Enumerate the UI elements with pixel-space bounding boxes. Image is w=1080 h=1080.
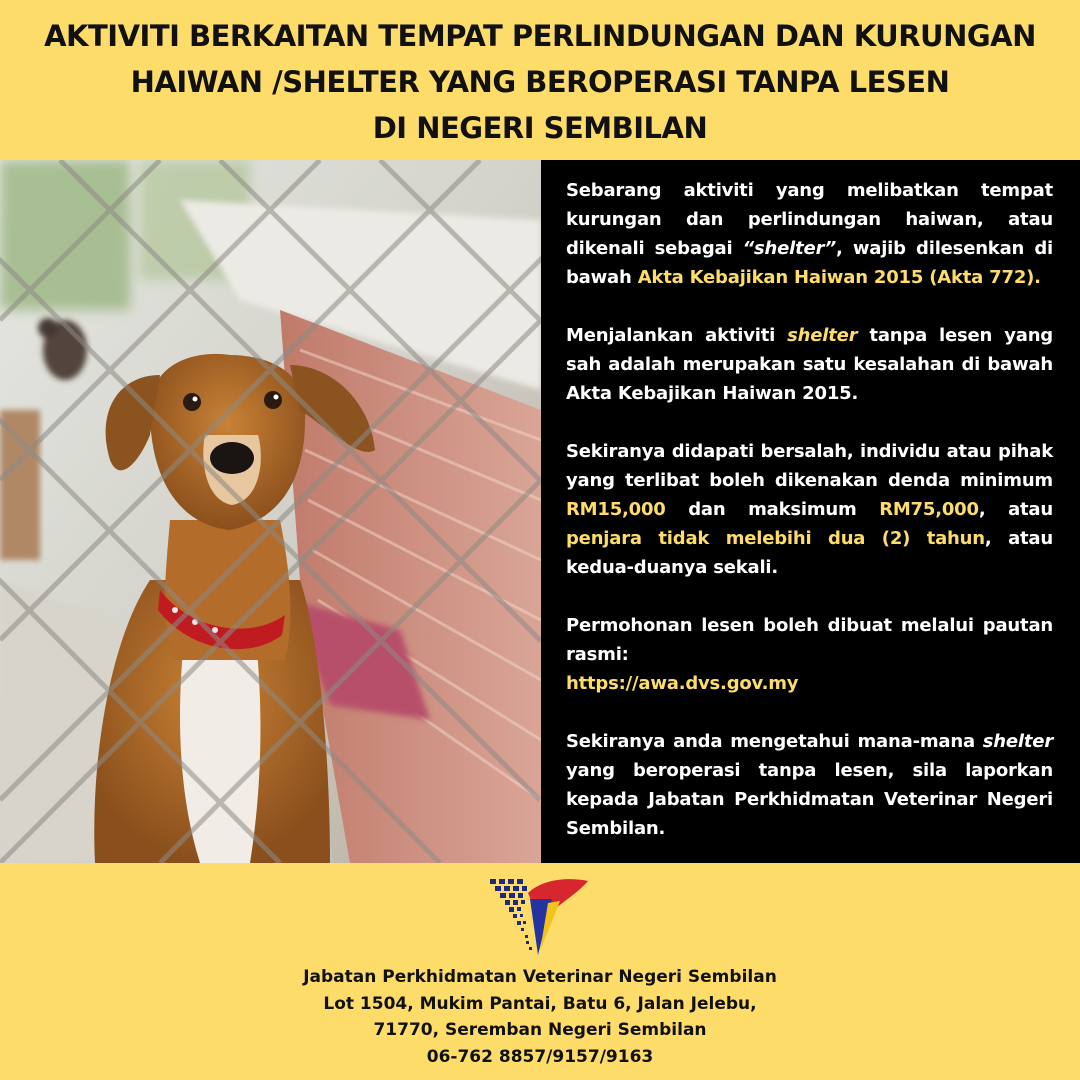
p3-jail-term: penjara tidak melebihi dua (2) tahun	[566, 528, 985, 549]
p3-text-c: , atau	[978, 499, 1053, 520]
p1-shelter-term: shelter	[754, 238, 825, 259]
footer-address-line-1: Lot 1504, Mukim Pantai, Batu 6, Jalan Jelebu,	[323, 993, 757, 1014]
logo-dot-pattern	[490, 879, 532, 950]
p1-text-a: Sebarang aktiviti yang melibatkan tempat kurungan dan perlindungan haiwan, atau dikenali sebagai	[566, 180, 1053, 259]
footer-department: Jabatan Perkhidmatan Veterinar Negeri Sembilan	[303, 967, 777, 987]
paragraph-offence	[566, 321, 1053, 408]
p3-text-b: dan maksimum	[665, 499, 880, 520]
paragraph-penalty	[566, 437, 1053, 582]
p3-text-a: Sekiranya didapati bersalah, individu atau pihak yang terlibat boleh dikenakan denda minimum	[566, 441, 1053, 491]
p5-text-a: Sekiranya anda mengetahui mana-mana	[566, 731, 983, 752]
title-line-3: DI NEGERI SEMBILAN	[372, 111, 708, 145]
p3-max-fine: RM75,000	[879, 499, 979, 520]
p1-quote-close: ”	[824, 238, 836, 259]
p1-text-b: , wajib dilesenkan di bawah	[566, 238, 1054, 288]
footer-address-line-2: 71770, Seremban Negeri Sembilan	[373, 1020, 707, 1040]
p1-quote-open: “	[742, 238, 755, 259]
info-text-panel	[541, 160, 1080, 863]
title-line-1: AKTIVITI BERKAITAN TEMPAT PERLINDUNGAN DAN KURUNGAN	[44, 19, 1036, 53]
dog-behind-fence-photo	[0, 160, 541, 863]
page-footer	[0, 863, 1080, 1080]
footer-address	[0, 964, 1080, 1070]
p5-shelter-term: shelter	[982, 731, 1053, 752]
p2-text-b: tanpa lesen yang sah adalah merupakan satu kesalahan di bawah Akta Kebajikan Haiwan 2015.	[566, 325, 1053, 404]
footer-phone[interactable]: 06-762 8857/9157/9163	[426, 1046, 654, 1067]
p3-text-d: , atau kedua-duanya sekali.	[566, 528, 1053, 578]
p2-shelter-term: shelter	[787, 325, 858, 346]
dog-photo-illustration	[0, 160, 541, 863]
p4-text-a: Permohonan lesen boleh dibuat melalui pautan rasmi:	[566, 615, 1053, 665]
p3-min-fine: RM15,000	[566, 499, 666, 520]
p2-text-a: Menjalankan aktiviti	[566, 325, 788, 346]
dvs-malaysia-logo	[488, 875, 592, 965]
license-application-link[interactable]: https://awa.dvs.gov.my	[566, 673, 799, 694]
title-line-2: HAIWAN /SHELTER YANG BEROPERASI TANPA LESEN	[130, 65, 950, 99]
page-header	[0, 0, 1080, 160]
p5-text-b: yang beroperasi tanpa lesen, sila laporkan kepada Jabatan Perkhidmatan Veterinar Negeri Sembilan.	[566, 760, 1053, 839]
paragraph-license-requirement	[566, 176, 1053, 292]
p1-act-reference: Akta Kebajikan Haiwan 2015 (Akta 772).	[637, 267, 1041, 288]
paragraph-application	[566, 611, 1053, 698]
paragraph-report	[566, 727, 1053, 843]
